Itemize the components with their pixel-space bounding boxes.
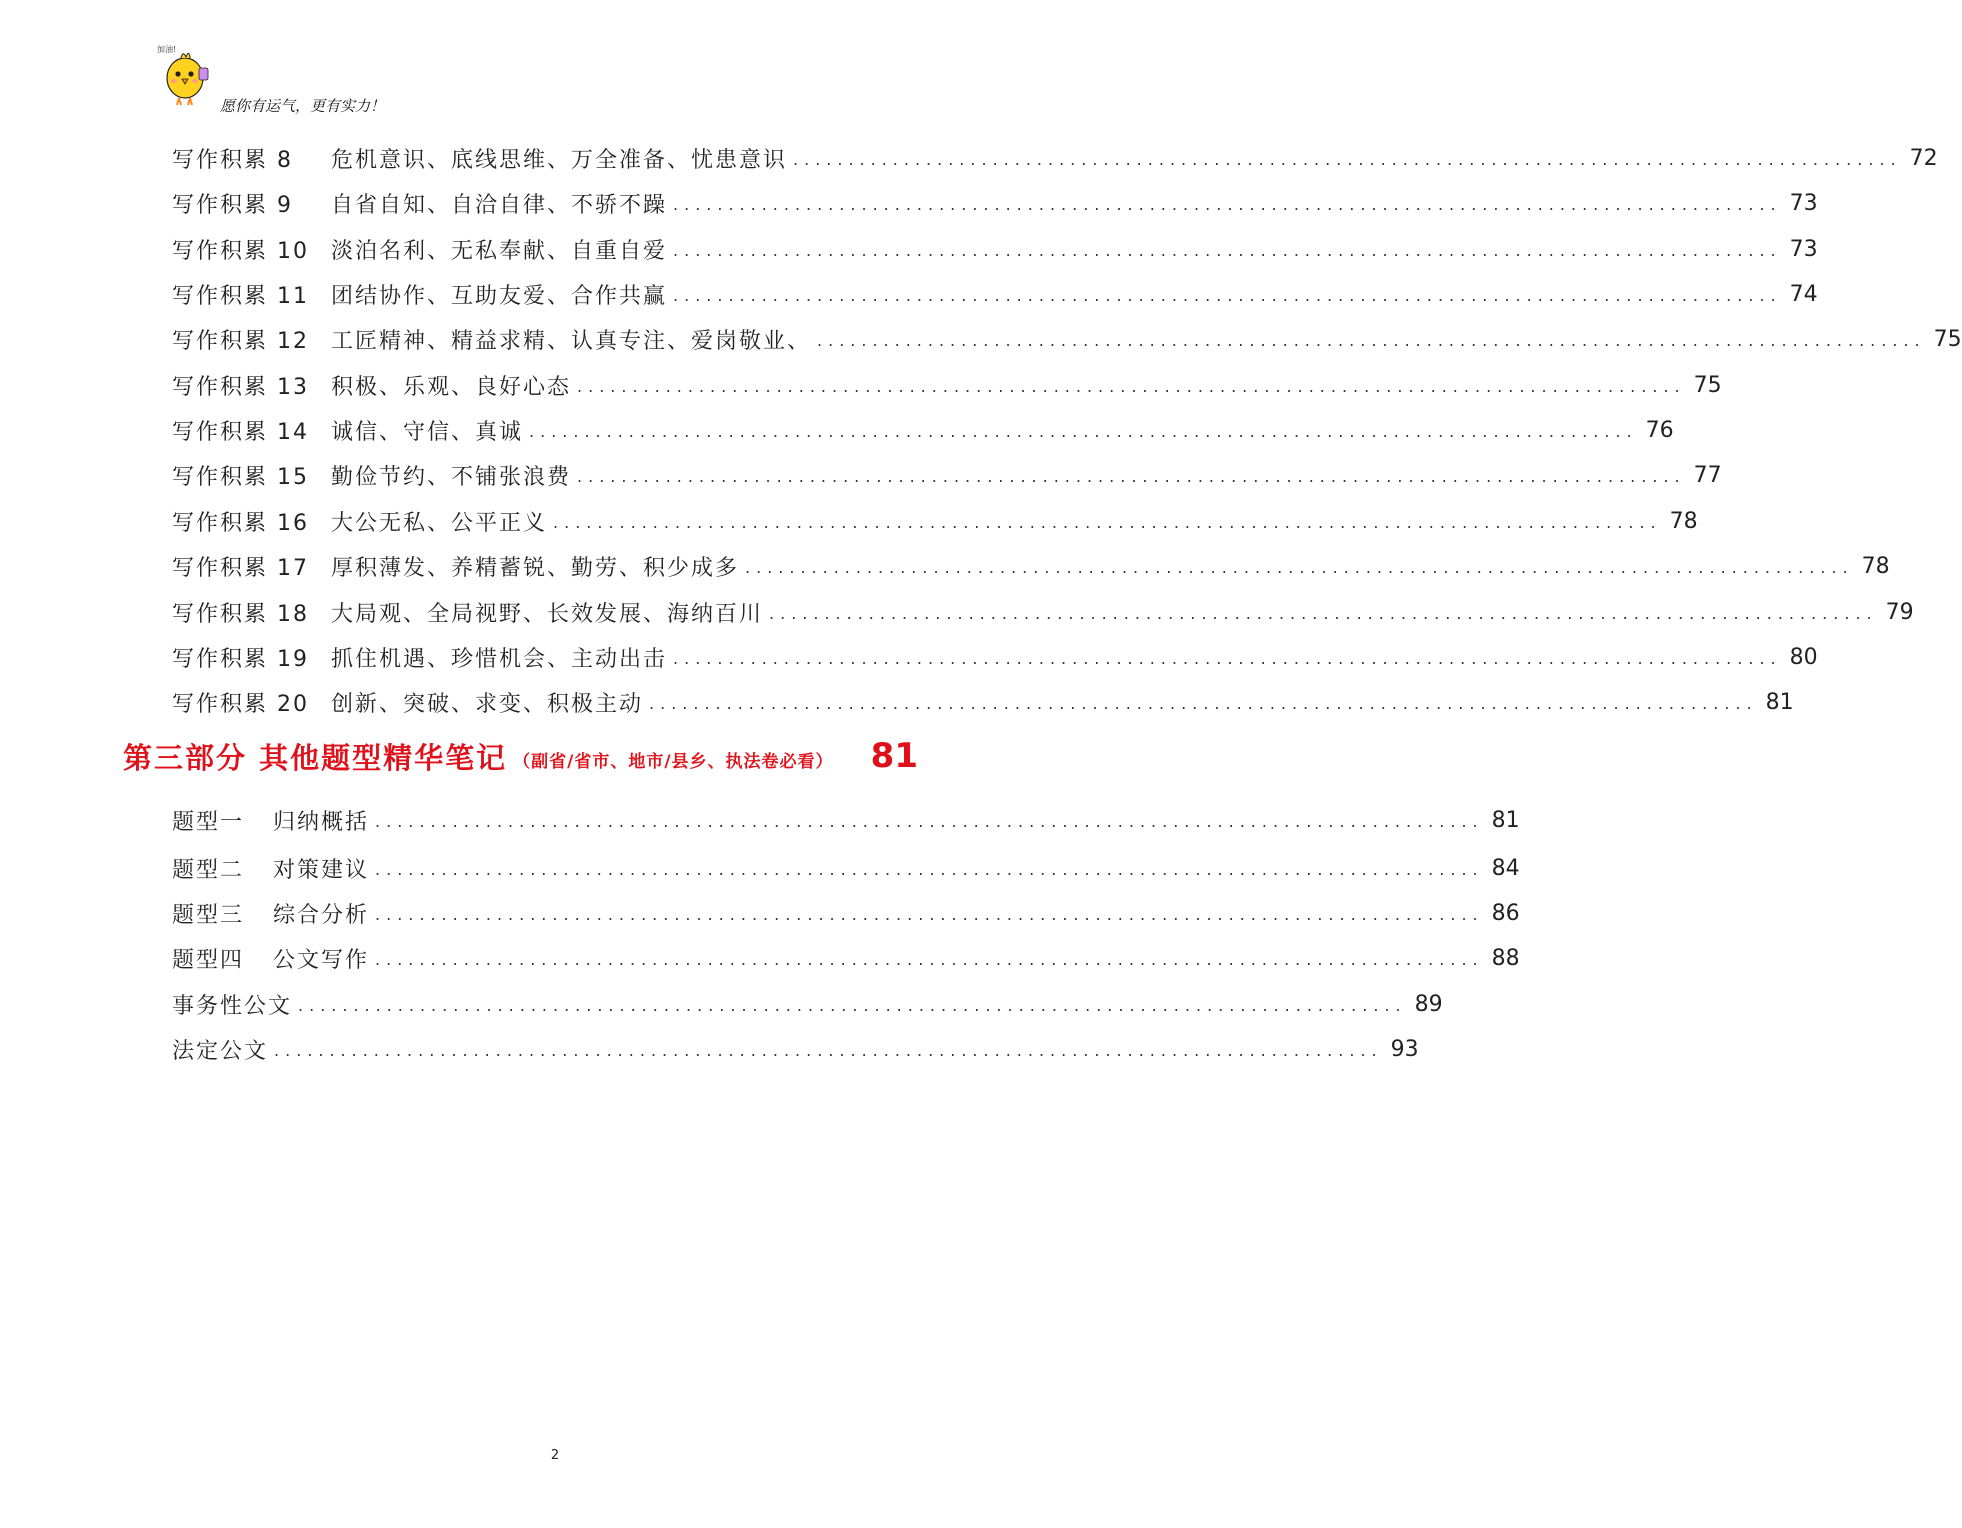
toc-entry-page: 78 xyxy=(1861,553,1890,579)
toc-entry-label: 写作积累 16 xyxy=(172,510,309,536)
dot-leader: .................................................................................................... xyxy=(673,195,1782,214)
toc-entry-page: 73 xyxy=(1789,190,1818,216)
dot-leader: .................................................................................................... xyxy=(793,150,1902,169)
toc-entry[interactable] xyxy=(172,802,1520,838)
dot-leader: .................................................................................................... xyxy=(529,422,1638,441)
toc-entry-label: 题型二 xyxy=(172,857,245,883)
dot-leader: .................................................................................................... xyxy=(817,331,1926,350)
dot-leader: .................................................................................................... xyxy=(769,604,1878,623)
dot-leader: .................................................................................................... xyxy=(745,558,1854,577)
toc-entry-page: 81 xyxy=(1491,807,1520,833)
toc-entry-page: 73 xyxy=(1789,236,1818,262)
toc-entry[interactable] xyxy=(172,895,1520,931)
header-motto: 愿你有运气，更有实力！ xyxy=(220,97,386,115)
toc-entry-page: 78 xyxy=(1669,508,1698,534)
toc-entry-title: 危机意识、底线思维、万全准备、忧患意识 xyxy=(331,147,788,173)
toc-entry[interactable] xyxy=(172,185,1818,221)
toc-entry-title: 抓住机遇、珍惜机会、主动出击 xyxy=(331,646,668,672)
dot-leader: .................................................................................................... xyxy=(274,1041,1383,1060)
toc-entry-label: 写作积累 9 xyxy=(172,192,293,218)
toc-entry-title: 大局观、全局视野、长效发展、海纳百川 xyxy=(331,601,764,627)
toc-entry-label: 写作积累 17 xyxy=(172,555,309,581)
toc-entry-title: 法定公文 xyxy=(172,1038,269,1064)
toc-entry-label: 写作积累 18 xyxy=(172,601,309,627)
dot-leader: .................................................................................................... xyxy=(375,812,1484,831)
toc-entry[interactable] xyxy=(172,850,1520,886)
toc-entry-title: 勤俭节约、不铺张浪费 xyxy=(331,464,572,490)
dot-leader: .................................................................................................... xyxy=(375,950,1484,969)
toc-entry-label: 写作积累 14 xyxy=(172,419,309,445)
toc-entry-page: 74 xyxy=(1789,281,1818,307)
toc-entry-title: 创新、突破、求变、积极主动 xyxy=(331,691,644,717)
toc-entry-label: 写作积累 15 xyxy=(172,464,309,490)
toc-entry[interactable] xyxy=(172,940,1520,976)
toc-entry-title: 自省自知、自洽自律、不骄不躁 xyxy=(331,192,668,218)
toc-entry[interactable] xyxy=(172,367,1722,403)
toc-entry[interactable] xyxy=(172,986,1443,1022)
toc-entry[interactable] xyxy=(172,684,1794,720)
toc-entry-title: 积极、乐观、良好心态 xyxy=(331,374,572,400)
toc-entry-title: 事务性公文 xyxy=(172,993,293,1019)
toc-entry-page: 80 xyxy=(1789,644,1818,670)
toc-entry[interactable] xyxy=(172,639,1818,675)
toc-entry[interactable] xyxy=(172,548,1890,584)
toc-entry-label: 写作积累 11 xyxy=(172,283,309,309)
part-note: （副省/省市、地市/县乡、执法卷必看） xyxy=(513,751,834,772)
toc-entry-title: 公文写作 xyxy=(273,947,370,973)
toc-entry-title: 综合分析 xyxy=(273,902,370,928)
toc-entry-label: 写作积累 19 xyxy=(172,646,309,672)
toc-entry[interactable] xyxy=(172,140,1938,176)
toc-entry-title: 淡泊名利、无私奉献、自重自爱 xyxy=(331,238,668,264)
toc-entry-title: 对策建议 xyxy=(273,857,370,883)
toc-entry-page: 77 xyxy=(1693,462,1722,488)
toc-entry-page: 72 xyxy=(1909,145,1938,171)
toc-entry-page: 75 xyxy=(1933,326,1962,352)
toc-entry[interactable] xyxy=(172,594,1914,630)
toc-entry-label: 写作积累 8 xyxy=(172,147,293,173)
toc-entry[interactable] xyxy=(172,1031,1419,1067)
dot-leader: .................................................................................................... xyxy=(577,377,1686,396)
toc-entry-label: 写作积累 10 xyxy=(172,238,309,264)
part-three-heading[interactable] xyxy=(123,734,918,778)
toc-entry-page: 84 xyxy=(1491,855,1520,881)
dot-leader: .................................................................................................... xyxy=(577,467,1686,486)
part-title: 第三部分 其他题型精华笔记 xyxy=(123,740,508,775)
dot-leader: .................................................................................................... xyxy=(673,286,1782,305)
toc-entry-page: 93 xyxy=(1390,1036,1419,1062)
toc-entry-title: 诚信、守信、真诚 xyxy=(331,419,524,445)
toc-entry[interactable] xyxy=(172,276,1818,312)
dot-leader: .................................................................................................... xyxy=(298,996,1407,1015)
toc-entry-page: 86 xyxy=(1491,900,1520,926)
dot-leader: .................................................................................................... xyxy=(649,694,1758,713)
toc-entry-label: 题型一 xyxy=(172,809,245,835)
toc-entry-title: 工匠精神、精益求精、认真专注、爱岗敬业、 xyxy=(331,328,812,354)
toc-entry-label: 写作积累 12 xyxy=(172,328,309,354)
toc-entry-label: 写作积累 20 xyxy=(172,691,309,717)
toc-entry-page: 76 xyxy=(1645,417,1674,443)
toc-entry[interactable] xyxy=(172,412,1674,448)
mascot-badge-text: 加油! xyxy=(157,45,177,54)
toc-entry[interactable] xyxy=(172,457,1722,493)
dot-leader: .................................................................................................... xyxy=(375,905,1484,924)
page-number: 2 xyxy=(550,1448,560,1463)
page-header xyxy=(155,40,455,120)
toc-entry[interactable] xyxy=(172,503,1698,539)
toc-entry-page: 81 xyxy=(1765,689,1794,715)
toc-entry-page: 88 xyxy=(1491,945,1520,971)
toc-entry[interactable] xyxy=(172,231,1818,267)
toc-entry-label: 题型三 xyxy=(172,902,245,928)
toc-entry-title: 大公无私、公平正义 xyxy=(331,510,548,536)
toc-entry-label: 题型四 xyxy=(172,947,245,973)
toc-entry-title: 归纳概括 xyxy=(273,809,370,835)
part-page: 81 xyxy=(870,736,918,776)
dot-leader: .................................................................................................... xyxy=(553,513,1662,532)
dot-leader: .................................................................................................... xyxy=(673,241,1782,260)
toc-entry-title: 厚积薄发、养精蓄锐、勤劳、积少成多 xyxy=(331,555,740,581)
toc-entry-page: 89 xyxy=(1414,991,1443,1017)
toc-entry-title: 团结协作、互助友爱、合作共赢 xyxy=(331,283,668,309)
toc-entry-page: 79 xyxy=(1885,599,1914,625)
toc-entry[interactable] xyxy=(172,321,1962,357)
toc-entry-label: 写作积累 13 xyxy=(172,374,309,400)
toc-entry-page: 75 xyxy=(1693,372,1722,398)
dot-leader: .................................................................................................... xyxy=(673,649,1782,668)
dot-leader: .................................................................................................... xyxy=(375,860,1484,879)
